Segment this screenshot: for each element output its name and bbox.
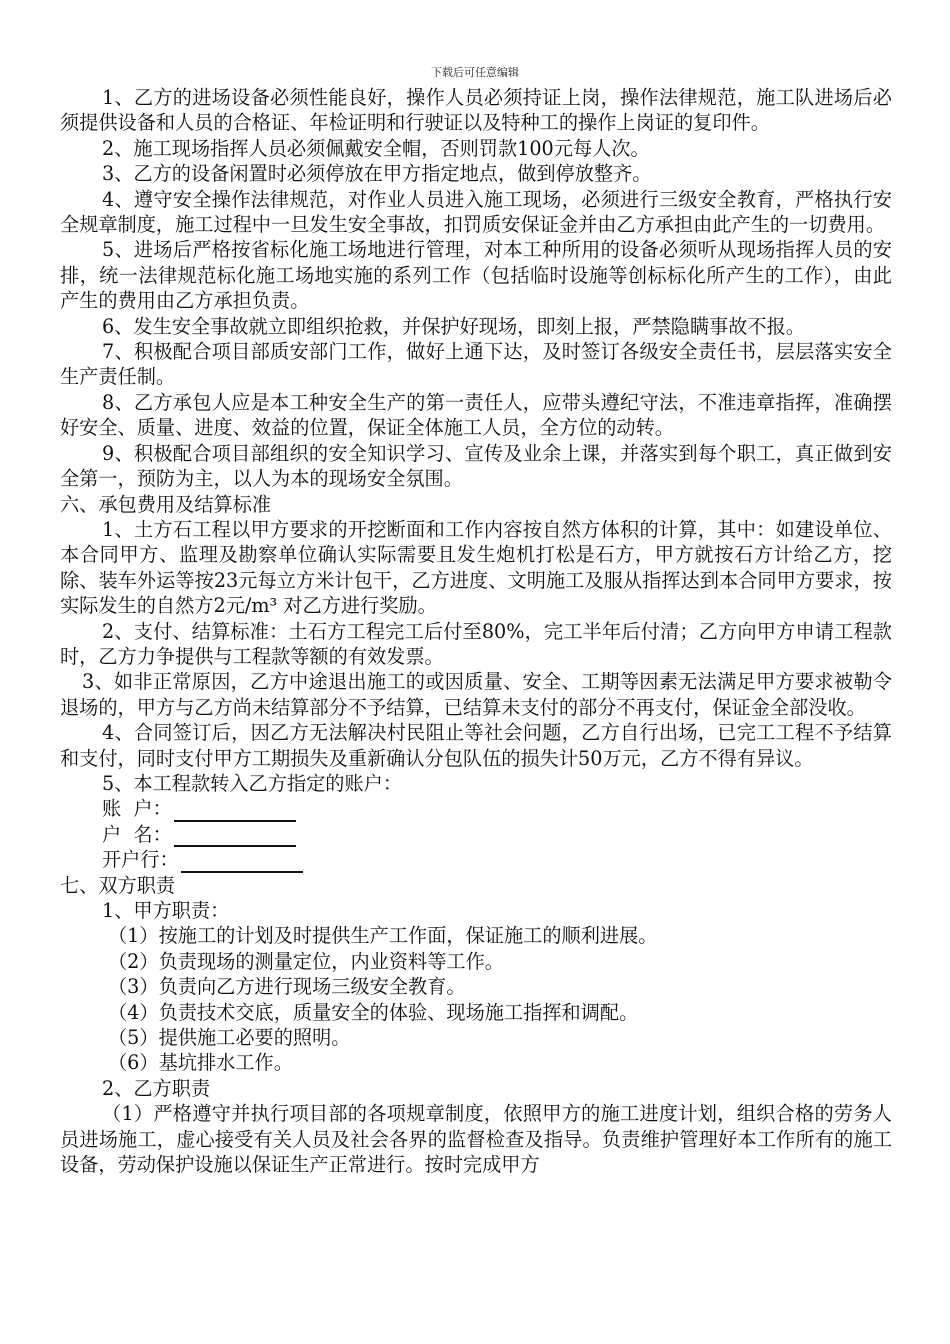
account-name-blank — [174, 825, 296, 847]
clause-6: 6、发生安全事故就立即组织抢救，并保护好现场，即刻上报，严禁隐瞒事故不报。 — [102, 314, 805, 338]
clause-7: 7、积极配合项目部质安部门工作，做好上通下达，及时签订各级安全责任书，层层落实安全生产责任制。 — [60, 340, 892, 389]
section-7-title: 七、双方职责 — [60, 873, 176, 897]
party-b-item-1: （1）严格遵守并执行项目部的各项规章制度，依照甲方的施工进度计划，组织合格的劳务人员进场施工，虚心接受有关人员及社会各界的监督检查及指导。负责维护管理好本工作所有的施工设备，劳动保护设施以保证生产正常进行。按时完成甲方 — [60, 1102, 892, 1177]
section-6-item-3: 3、如非正常原因，乙方中途退出施工的或因质量、安全、工期等因素无法满足甲方要求被勒令退场的，甲方与乙方尚未结算部分不予结算，已结算未支付的部分不再支付，保证金全部没收。 — [60, 670, 892, 719]
party-a-title: 1、甲方职责： — [102, 899, 230, 922]
account-number-row — [60, 796, 892, 821]
clause-1: 1、乙方的进场设备必须性能良好，操作人员必须持证上岗，操作法律规范，施工队进场后必须提供设备和人员的合格证、年检证明和行驶证以及特种工的操作上岗证的复印件。 — [60, 86, 892, 135]
clause-9: 9、积极配合项目部组织的安全知识学习、宣传及业余上课，并落实到每个职工，真正做到安全第一，预防为主，以人为本的现场安全氛围。 — [60, 441, 892, 491]
party-a-item-5: （5）提供施工必要的照明。 — [108, 1026, 351, 1050]
bank-label: 开户行： — [102, 848, 179, 872]
account-number-label: 账 户： — [102, 797, 172, 821]
page-header: 下载后可任意编辑 — [431, 66, 519, 79]
section-6-title: 六、承包费用及结算标准 — [60, 492, 272, 516]
section-6-item-1: 1、土方石工程以甲方要求的开挖断面和工作内容按自然方体积的计算，其中：如建设单位、本合同甲方、监理及勘察单位确认实际需要且发生炮机打松是石方，甲方就按石方计给乙方，挖除、装车外运等按23元每立方米计包干，乙方进度、文明施工及服从指挥达到本合同甲方要求，按实际发生的自然方2元/m³ 对乙方进行奖励。 — [60, 517, 892, 618]
party-b-title: 2、乙方职责 — [102, 1076, 211, 1100]
clause-5: 5、进场后严格按省标化施工场地进行管理，对本工种所用的设备必须听从现场指挥人员的安排，统一法律规范标化施工场地实施的系列工作（包括临时设施等创标标化所产生的工作），由此产生的费用由乙方承担负责。 — [60, 238, 892, 313]
party-a-item-1: （1）按施工的计划及时提供生产工作面，保证施工的顺利进展。 — [108, 924, 658, 948]
section-6-item-4: 4、合同签订后，因乙方无法解决村民阻止等社会问题，乙方自行出场，已完工工程不予结算和支付，同时支付甲方工期损失及重新确认分包队伍的损失计50万元，乙方不得有异议。 — [60, 721, 892, 770]
clause-4: 4、遵守安全操作法律规范，对作业人员进入施工现场，必须进行三级安全教育，严格执行安全规章制度，施工过程中一旦发生安全事故，扣罚质安保证金并由乙方承担由此产生的一切费用。 — [60, 187, 892, 237]
section-6-item-5: 5、本工程款转入乙方指定的账户： — [102, 771, 403, 795]
party-a-item-6: （6）基坑排水工作。 — [108, 1051, 293, 1075]
party-a-item-4: （4）负责技术交底，质量安全的体验、现场施工指挥和调配。 — [108, 1000, 639, 1024]
party-a-item-2: （2）负责现场的测量定位，内业资料等工作。 — [108, 949, 504, 973]
document-body — [60, 85, 892, 1177]
section-6-item-2: 2、支付、结算标准：土石方工程完工后付至80%，完工半年后付清；乙方向甲方申请工程款时，乙方力争提供与工程款等额的有效发票。 — [60, 619, 892, 668]
account-number-blank — [174, 800, 296, 822]
account-name-label: 户 名： — [102, 822, 172, 846]
bank-row — [60, 847, 892, 872]
clause-8: 8、乙方承包人应是本工种安全生产的第一责任人，应带头遵纪守法，不准违章指挥，准确摆好安全、质量、进度、效益的位置，保证全体施工人员，全方位的动转。 — [60, 390, 892, 440]
clause-2: 2、施工现场指挥人员必须佩戴安全帽，否则罚款100元每人次。 — [102, 136, 650, 160]
account-name-row — [60, 822, 892, 847]
party-a-item-3: （3）负责向乙方进行现场三级安全教育。 — [108, 975, 466, 999]
bank-blank — [181, 851, 303, 873]
clause-3: 3、乙方的设备闲置时必须停放在甲方指定地点，做到停放整齐。 — [102, 162, 652, 186]
